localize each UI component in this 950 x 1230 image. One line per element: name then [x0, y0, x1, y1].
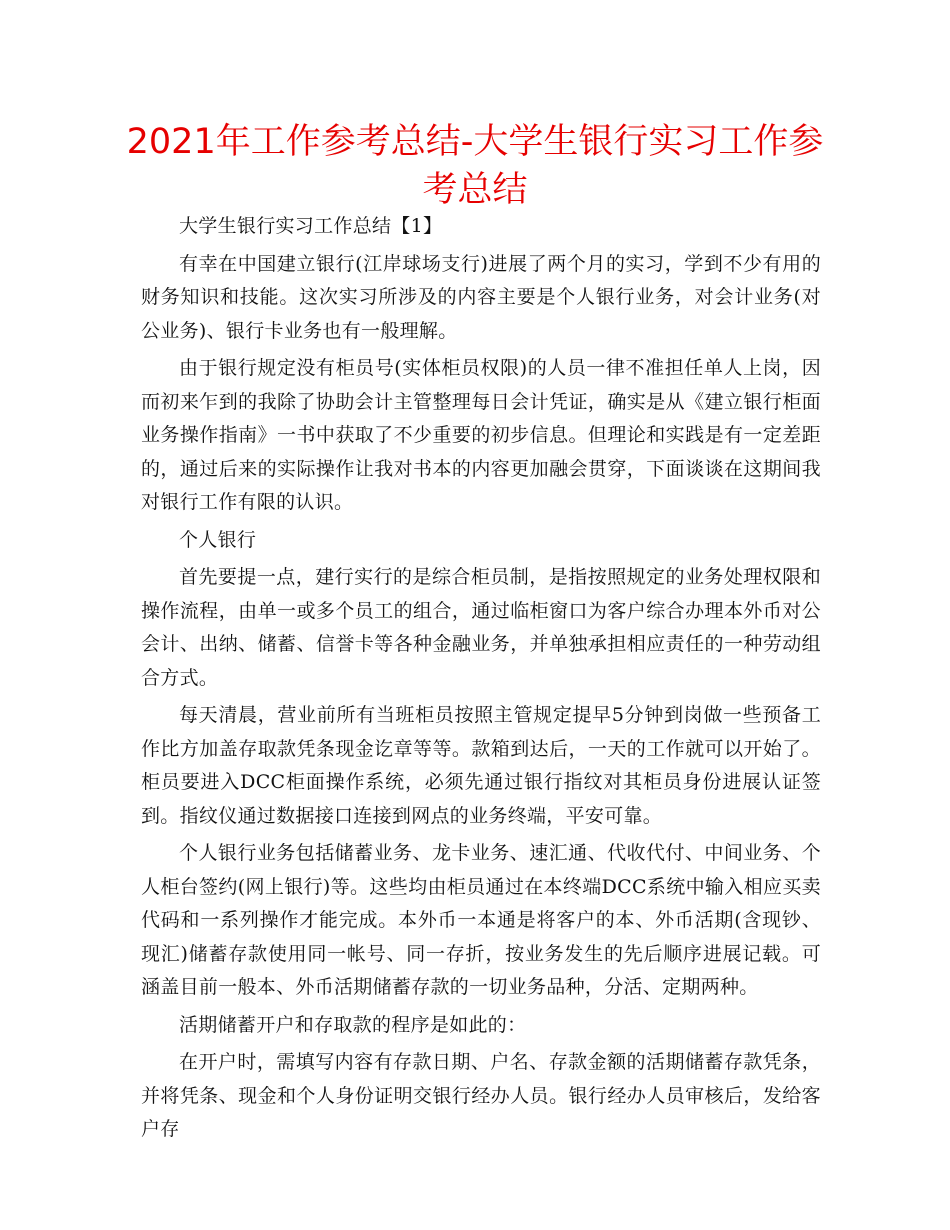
paragraph: 首先要提一点，建行实行的是综合柜员制，是指按照规定的业务处理权限和操作流程，由单一或多个员工的组合，通过临柜窗口为客户综合办理本外币对公会计、出纳、储蓄、信誉卡等各种金融业务，并单独承担相应责任的一种劳动组合方式。	[141, 566, 821, 689]
paragraph: 个人银行业务包括储蓄业务、龙卡业务、速汇通、代收代付、中间业务、个人柜台签约(网上银行)等。这些均由柜员通过在本终端DCC系统中输入相应买卖代码和一系列操作才能完成。本外币一本通是将客户的本、外币活期(含现钞、现汇)储蓄存款使用同一帐号、同一存折，按业务发生的先后顺序进展记载。可涵盖目前一般本、外币活期储蓄存款的一切业务品种，分活、定期两种。	[141, 842, 821, 998]
document-title: 2021年工作参考总结-大学生银行实习工作参考总结	[126, 122, 824, 210]
section-heading: 个人银行	[179, 528, 257, 551]
document-body	[141, 210, 821, 1151]
paragraph: 有幸在中国建立银行(江岸球场支行)进展了两个月的实习，学到不少有用的财务知识和技能。这次实习所涉及的内容主要是个人银行业务，对会计业务(对公业务)、银行卡业务也有一般理解。	[141, 252, 821, 342]
paragraph: 由于银行规定没有柜员号(实体柜员权限)的人员一律不准担任单人上岗，因而初来乍到的我除了协助会计主管整理每日会计凭证，确实是从《建立银行柜面业务操作指南》一书中获取了不少重要的初步信息。但理论和实践是有一定差距的，通过后来的实际操作让我对书本的内容更加融会贯穿，下面谈谈在这期间我对银行工作有限的认识。	[141, 357, 821, 513]
paragraph: 活期储蓄开户和存取款的程序是如此的：	[179, 1013, 527, 1036]
paragraph: 在开户时，需填写内容有存款日期、户名、存款金额的活期储蓄存款凭条，并将凭条、现金和个人身份证明交银行经办人员。银行经办人员审核后，发给客户存	[141, 1051, 821, 1140]
paragraph: 每天清晨，营业前所有当班柜员按照主管规定提早5分钟到岗做一些预备工作比方加盖存取款凭条现金讫章等等。款箱到达后，一天的工作就可以开始了。柜员要进入DCC柜面操作系统，必须先通过银行指纹对其柜员身份进展认证签到。指纹仪通过数据接口连接到网点的业务终端，平安可靠。	[141, 704, 821, 827]
paragraph-subtitle: 大学生银行实习工作总结【1】	[179, 215, 443, 237]
